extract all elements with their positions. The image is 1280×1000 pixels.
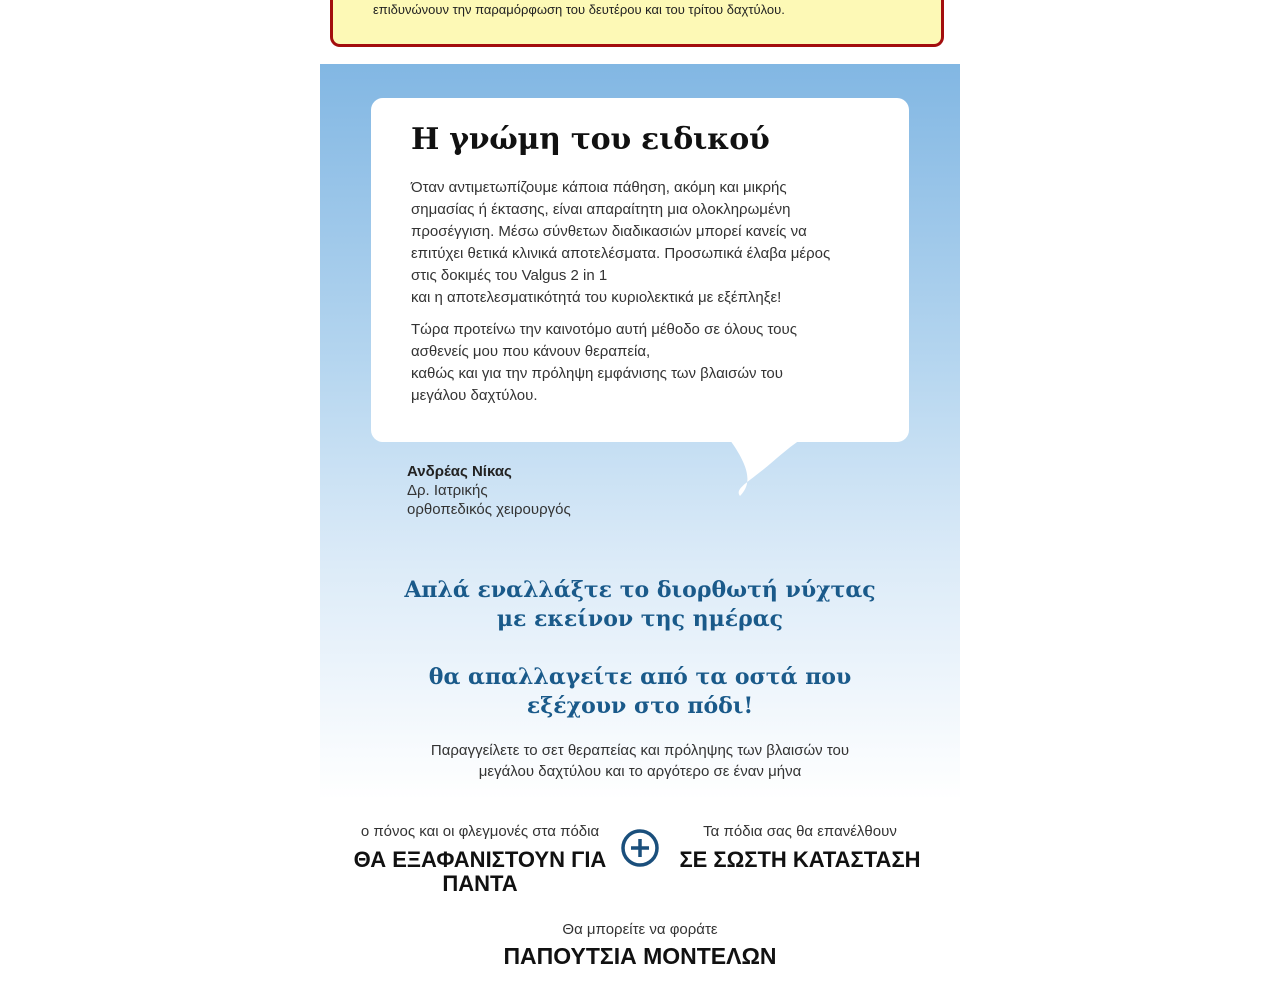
- order-text: Παραγγείλετε το σετ θεραπείας και πρόληψης των βλαισών του μεγάλου δαχτύλου και το αργότερο σε έναν μήνα: [430, 742, 850, 780]
- headline-relief: θα απαλλαγείτε από τα οστά που εξέχουν στο πόδι!: [428, 664, 852, 719]
- expert-name: Ανδρέας Νίκας: [407, 463, 512, 480]
- alert-box: [330, 0, 944, 47]
- expert-section: [320, 64, 960, 800]
- expert-title: Η γνώμη του ειδικού: [411, 122, 770, 157]
- benefit-pain-big: ΘΑ ΕΞΑΦΑΝΙΣΤΟΥΝ ΓΙΑ ΠΑΝΤΑ: [353, 847, 607, 896]
- expert-signature: [407, 462, 571, 519]
- benefit-pain: [330, 823, 630, 896]
- benefit-feet-big: ΣΕ ΣΩΣΤΗ ΚΑΤΑΣΤΑΣΗ: [679, 847, 921, 872]
- expert-paragraph-1: Όταν αντιμετωπίζουμε κάποια πάθηση, ακόμη και μικρής σημασίας ή έκτασης, είναι απαραίτητη μια ολοκληρωμένη προσέγγιση. Μέσω σύνθετων διαδικασιών μπορεί κανείς να επιτύχει θετικά κλινικά αποτελέσματα. Προσωπικά έλαβα μέρος στις δοκιμές του Valgus 2 in 1 και η αποτελεσματικότητά του κυριολεκτικά με εξέπληξε!: [411, 179, 831, 306]
- expert-paragraph-2: Τώρα προτείνω την καινοτόμο αυτή μέθοδο σε όλους τους ασθενείς μου που κάνουν θεραπεία, καθώς και για την πρόληψη εμφάνισης των βλαισών του μεγάλου δαχτύλου.: [411, 321, 797, 404]
- speech-bubble-tail: [690, 440, 810, 496]
- expert-role: ορθοπεδικός χειρουργός: [407, 501, 571, 518]
- speech-bubble: [371, 98, 909, 442]
- benefit-feet-small: Τα πόδια σας θα επανέλθουν: [703, 823, 897, 840]
- benefit-shoes-small: Θα μπορείτε να φοράτε: [562, 921, 718, 938]
- expert-degree: Δρ. Ιατρικής: [407, 482, 488, 499]
- plus-circle-icon: [620, 828, 660, 868]
- alert-text: επιδυνώνουν την παραμόρφωση του δευτέρου και του τρίτου δαχτύλου.: [373, 2, 785, 17]
- benefit-shoes-big: ΠΑΠΟΥΤΣΙΑ ΜΟΝΤΕΛΩΝ: [503, 943, 777, 969]
- headline-swap: Απλά εναλλάξτε το διορθωτή νύχτας με εκείνον της ημέρας: [404, 577, 876, 632]
- benefit-pain-small: ο πόνος και οι φλεγμονές στα πόδια: [360, 823, 600, 840]
- benefit-shoes: [420, 921, 860, 968]
- benefit-feet: [660, 823, 940, 872]
